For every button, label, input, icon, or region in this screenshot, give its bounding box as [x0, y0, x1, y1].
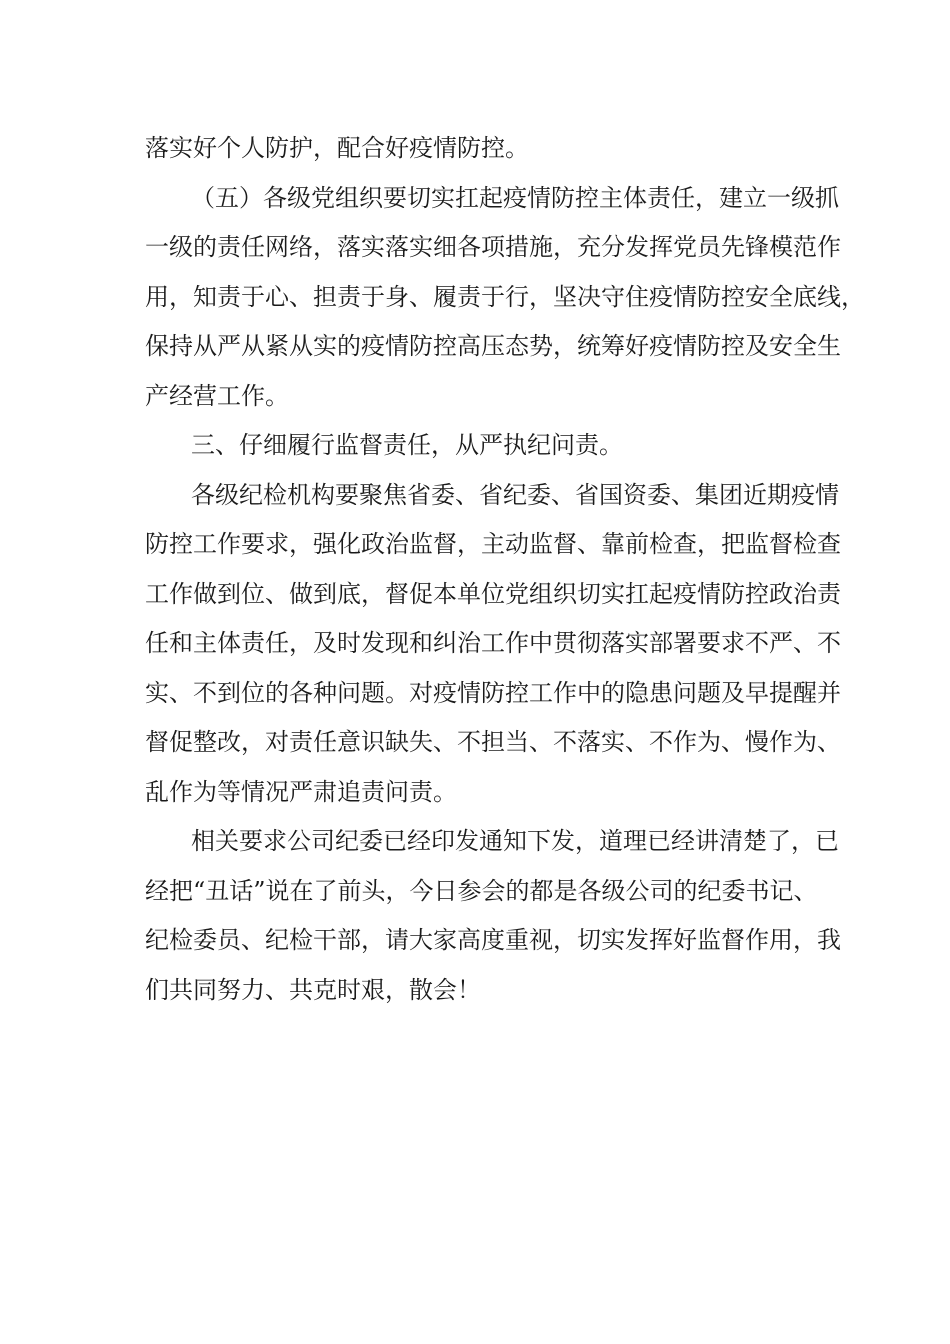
text-line: 相关要求公司纪委已经印发通知下发，道理已经讲清楚了，已	[191, 827, 839, 855]
text-line: 工作做到位、做到底，督促本单位党组织切实扛起疫情防控政治责	[145, 579, 841, 608]
text-line: 督促整改，对责任意识缺失、不担当、不落实、不作为、慢作为、	[145, 728, 841, 756]
text-line: 三、仔细履行监督责任，从严执纪问责。	[191, 431, 623, 459]
text-line: 用，知责于心、担责于身、履责于行，坚决守住疫情防控安全底线，	[145, 282, 865, 311]
text-line: 产经营工作。	[145, 381, 289, 410]
text-line: 防控工作要求，强化政治监督，主动监督、靠前检查，把监督检查	[145, 530, 841, 558]
text-line: 落实好个人防护，配合好疫情防控。	[145, 134, 529, 162]
text-line: 纪检委员、纪检干部，请大家高度重视，切实发挥好监督作用，我	[145, 926, 841, 954]
text-line: 一级的责任网络，落实落实细各项措施，充分发挥党员先锋模范作	[145, 233, 841, 261]
text-line: 保持从严从紧从实的疫情防控高压态势，统筹好疫情防控及安全生	[145, 332, 841, 360]
text-line: 乱作为等情况严肃追责问责。	[145, 777, 457, 806]
paragraph	[145, 817, 841, 1015]
text-line: 经把“丑话”说在了前头，今日参会的都是各级公司的纪委书记、	[145, 876, 818, 905]
paragraph	[145, 124, 825, 174]
text-line: 任和主体责任，及时发现和纠治工作中贯彻落实部署要求不严、不	[145, 629, 841, 657]
paragraph	[145, 174, 865, 422]
text-line: 各级纪检机构要聚焦省委、省纪委、省国资委、集团近期疫情	[191, 480, 839, 509]
text-line: 们共同努力、共克时艰，散会！	[145, 975, 481, 1004]
paragraph	[145, 471, 841, 818]
text-line: （五）各级党组织要切实扛起疫情防控主体责任，建立一级抓	[191, 183, 839, 212]
text-line: 实、不到位的各种问题。对疫情防控工作中的隐患问题及早提醒并	[145, 678, 841, 707]
paragraph	[145, 421, 825, 471]
document-body	[145, 124, 865, 1015]
